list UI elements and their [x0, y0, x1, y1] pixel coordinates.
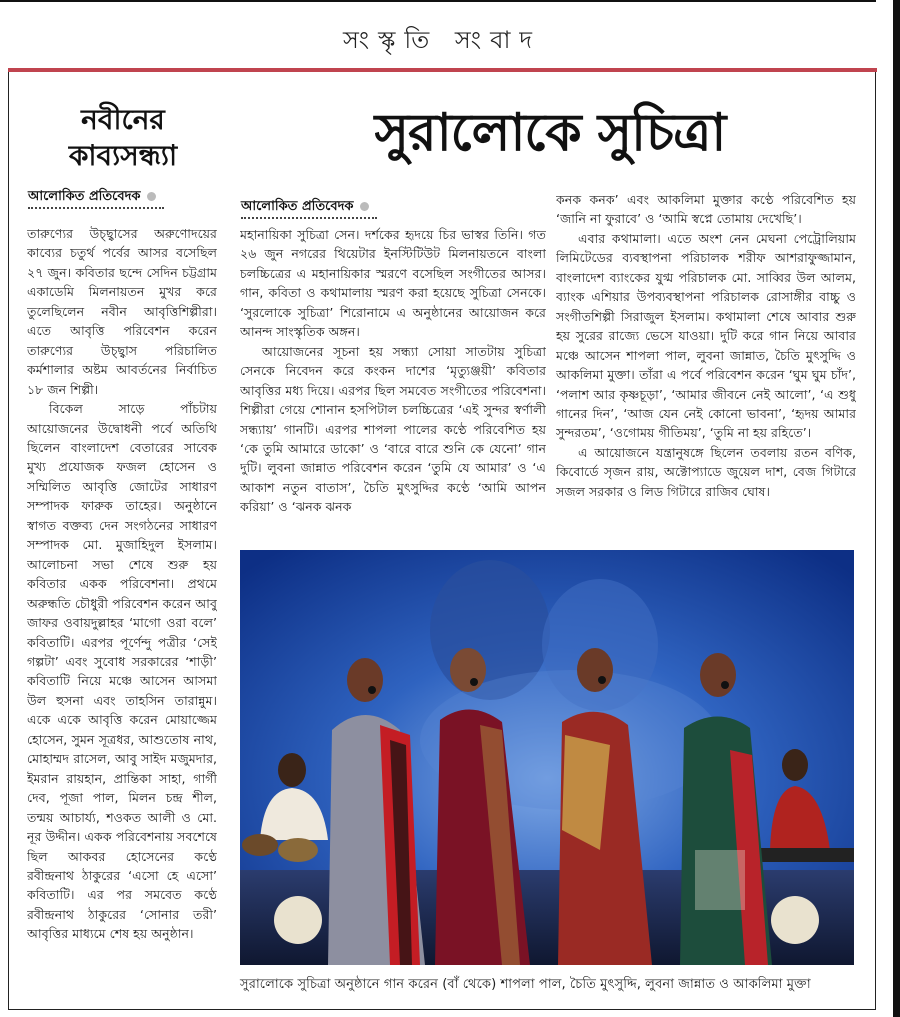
bullet-dot-icon: [147, 192, 156, 201]
main-headline: সুরালোকে সুচিত্রা: [374, 103, 726, 163]
left-heading-line-1: নবীনের: [81, 103, 165, 136]
main-paragraph: কনক কনক’ এবং আকলিমা মুক্তার কণ্ঠে পরিবেশিত হয় ‘জানি না ফুরাবে’ ও ‘আমি স্বপ্নে তোমায় দেখেছি’।: [556, 192, 856, 227]
top-border-line: [0, 0, 876, 2]
singer-4-saree-pattern: [695, 850, 745, 910]
bullet-dot-icon: [360, 202, 369, 211]
main-article-column-2: [556, 190, 856, 540]
section-title: সংস্কৃতি সংবাদ: [342, 26, 542, 54]
main-byline: [241, 197, 369, 218]
stage-logo-left: [274, 896, 322, 944]
singer-3-head: [577, 648, 613, 692]
main-byline-text: আলোকিত প্রতিবেদক: [241, 199, 354, 214]
tabla-drum: [242, 834, 278, 856]
microphone-icon: [598, 676, 606, 684]
main-paragraph: মহানায়িকা সুচিত্রা সেন। দর্শকের হৃদয়ে চির ভাস্বর তিনি। গত ২৬ জুন নগরের থিয়েটার ইনস্টিটিউট মিলনায়তনে বাংলা চলচ্চিত্রের এ মহানায়িকার স্মরণে বসেছিল সংগীতের আসর। গান, কবিতা ও কথামালায় স্মরণ করা হয়েছে সুচিত্রা সেনকে। ‘সুরলোকে সুচিত্রা’ শিরোনামে এ অনুষ্ঠানের আয়োজন করে আনন্দ সাংস্কৃতিক অঙ্গন।: [240, 227, 546, 340]
left-paragraph: তারুণ্যের উচ্ছ্বাসের অরুণোদয়ের কাব্যের চতুর্থ পর্বের আসর বসেছিল ২৭ জুন। কবিতার ছন্দে সেদিন চট্টগ্রাম একাডেমি মিলনায়তন মুখর করে তুলেছিলেন নবীন আবৃত্তিশিল্পীরা। এতে আবৃত্তি পরিবেশন করেন তারুণ্যের উচ্ছ্বাস পরিচালিত কর্মশালার অষ্টম আবর্তনের নির্বাচিত ১৮ জন শিল্পী।: [27, 226, 217, 397]
stage-photo-illustration: [240, 550, 854, 965]
stage-photo: [240, 550, 854, 965]
microphone-icon: [368, 686, 376, 694]
main-paragraph: এবার কথামালা। এতে অংশ নেন মেঘনা পেট্রোলিয়াম লিমিটেডের ব্যবস্থাপনা পরিচালক শরীফ আশরাফুজ্জামান, বাংলাদেশ ব্যাংকের যুগ্ম পরিচালক মো. সাব্বির উল আলম, ব্যাংক এশিয়ার উপব্যবস্থাপনা পরিচালক রোসাঙ্গীর বাচ্চু ও সংগীতশিল্পী সিরাজুল ইসলাম। কথামালা শেষে আবার শুরু হয় সুরের রাজ্যে ভেসে যাওয়া। দুটি করে গান নিয়ে আবার মঞ্চে আসেন শাপলা পাল, লুবনা জান্নাত, চৈতি মুৎসুদ্দি ও আকলিমা মুক্তা। তাঁরা এ পর্বে পরিবেশন করেন ‘ঘুম ঘুম চাঁদ’, ‘পলাশ আর কৃষ্ণচূড়া’, ‘আমার জীবনে নেই আলো’, ‘এ শুধু গানের দিন’, ‘আজ যেন নেই কোনো ভাবনা’, ‘হৃদয় আমার সুন্দরতম’, ‘ওগোময় গীতিময়’, ‘তুমি না হয় রহিতে’।: [556, 230, 856, 441]
microphone-icon: [721, 681, 729, 689]
tabla-player-head: [278, 753, 306, 787]
main-paragraph: আয়োজনের সূচনা হয় সন্ধ্যা সোয়া সাতটায় সুচিত্রা সেনকে নিবেদন করে কংকন দাশের ‘মৃত্যুঞ্জয়ী’ কবিতার আবৃত্তির মধ্য দিয়ে। এরপর ছিল সমবেত সংগীতের পরিবেশনা। শিল্পীরা গেয়ে শোনান হসপিটাল চলচ্চিত্রের ‘এই সুন্দর স্বর্ণালী সন্ধ্যায়’ গানটি। এরপর শাপলা পালের কণ্ঠে পরিবেশিত হয় ‘কে তুমি আমারে ডাকো’ ও ‘বারে বারে শুনি কে যেনো’ গান দুটি। লুবনা জান্নাত পরিবেশন করেন ‘তুমি যে আমার’ ও ‘এ আকাশ নতুন বাতাস’, চৈতি মুৎসুদ্দির কণ্ঠে ‘আমি আপন করিয়া’ ও ‘ঝনক ঝনক: [240, 343, 546, 515]
left-paragraph: বিকেল সাড়ে পাঁচটায় আয়োজনের উদ্বোধনী পর্বে অতিথি ছিলেন বাংলাদেশ বেতারের সাবেক মুখ্য প্রযোজক ফজল হোসেন ও সম্মিলিত আবৃত্তি জোটের সাধারণ সম্পাদক ফারুক তাহের। অনুষ্ঠানে স্বাগত বক্তব্য দেন সংগঠনের সাধারণ সম্পাদক মো. মুজাহিদুল ইসলাম। আলোচনা সভা শেষে শুরু হয় কবিতার একক পরিবেশনা। প্রথমে অরুন্ধতি চৌধুরী পরিবেশন করেন আবু জাফর ওবায়দুল্লাহর ‘মাগো ওরা বলে’ কবিতাটি। এরপর পূর্ণেন্দু পত্রীর ‘সেই গল্পটা’ এবং সুবোধ সরকারের ‘শাড়ী’ কবিতাটি নিয়ে মঞ্চে আসেন আসমা উল হুসনা এবং তাহসিন তারান্নুম। একে একে আবৃত্তি করেন মোয়াজ্জেম হোসেন, সুমন সূত্রধর, আশুতোষ নাথ, মোহাম্মদ রাসেল, আবু সাইদ মজুমদার, ইমরান রায়হান, প্রান্তিকা সাহা, গার্গী দেব, পূজা পাল, মিলন চন্দ্র শীল, তন্ময় আচার্য্য, শওকত আলী ও মো. নূর উদ্দীন। একক পরিবেশনায় সবশেষে ছিল আকবর হোসেনের কণ্ঠে রবীন্দ্রনাথ ঠাকুরের ‘এসো হে এসো’ কবিতাটি। এর পর সমবেত কণ্ঠে রবীন্দ্রনাথ ঠাকুরের ‘সোনার তরী’ আবৃত্তির মাধ্যমে শেষ হয় অনুষ্ঠান।: [27, 401, 217, 942]
keyboard-player-head: [782, 749, 808, 781]
left-byline-text: আলোকিত প্রতিবেদক: [28, 189, 141, 204]
main-paragraph: এ আয়োজনে যন্ত্রানুষঙ্গে ছিলেন তবলায় রতন বণিক, কিবোর্ডে সৃজন রায়, অক্টোপ্যাডে জুয়েল দাশ, বেজ গিটারে সজল সরকার ও লিড গিটারে রাজিব ঘোষ।: [556, 444, 856, 499]
keyboard-instrument: [760, 848, 854, 862]
left-byline: [28, 187, 156, 208]
left-byline-underline: [28, 207, 164, 209]
main-article-column-1: [240, 225, 546, 541]
singer-1-head: [347, 658, 383, 702]
singer-4-head: [700, 653, 736, 697]
tabla-drum: [278, 838, 318, 862]
singer-2-head: [450, 648, 486, 692]
accent-rule: [8, 68, 877, 72]
left-article-body: [27, 224, 217, 994]
main-byline-underline: [241, 217, 377, 219]
page-edge-bar: [893, 0, 900, 1017]
microphone-icon: [470, 678, 478, 686]
photo-caption: সুরালোকে সুচিত্রা অনুষ্ঠানে গান করেন (বাঁ থেকে) শাপলা পাল, চৈতি মুৎসুদ্দি, লুবনা জান্নাত ও আকলিমা মুক্তা: [240, 977, 811, 992]
left-article-heading: [30, 102, 216, 174]
left-heading-line-2: কাব্যসন্ধ্যা: [68, 139, 178, 172]
stage-logo-right: [771, 896, 819, 944]
